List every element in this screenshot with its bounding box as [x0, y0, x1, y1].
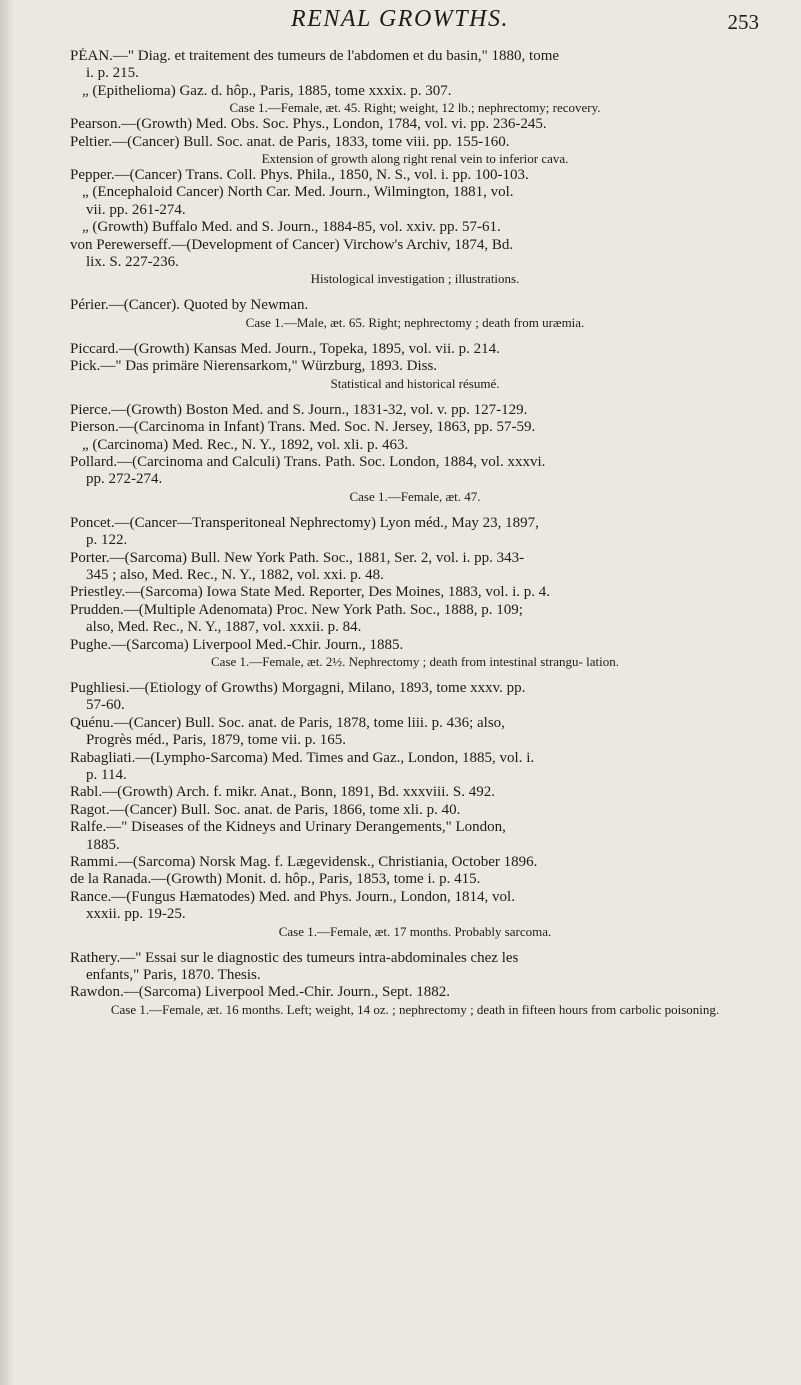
entry-line: Périer.—(Cancer). Quoted by Newman.: [70, 297, 309, 314]
entry-line: Priestley.—(Sarcoma) Iowa State Med. Reporter, Des Moines, 1883, vol. i. p. 4.: [70, 584, 550, 601]
entry-line: Pierce.—(Growth) Boston Med. and S. Journ., 1831-32, vol. v. pp. 127-129.: [70, 401, 528, 418]
entry-line: Rathery.—" Essai sur le diagnostic des tumeurs intra-abdominales chez les: [70, 949, 519, 966]
case-note: Statistical and historical résumé.: [330, 375, 500, 391]
entry-line: Rabl.—(Growth) Arch. f. mikr. Anat., Bonn, 1891, Bd. xxxviii. S. 492.: [70, 784, 495, 801]
bibliography-entry: [70, 341, 760, 392]
entry-line: „ (Carcinoma) Med. Rec., N. Y., 1892, vol. xli. p. 463.: [82, 436, 409, 453]
case-note: Case 1.—Female, æt. 47.: [349, 488, 481, 504]
running-title: RENAL GROWTHS.: [291, 6, 509, 32]
case-note: Case 1.—Female, æt. 17 months. Probably sarcoma.: [278, 923, 552, 939]
bibliography-entry: [70, 297, 760, 330]
bibliography-entry: [70, 402, 760, 505]
entry-line: p. 114.: [86, 767, 127, 783]
entry-line: Quénu.—(Cancer) Bull. Soc. anat. de Paris, 1878, tome liii. p. 436; also,: [70, 714, 505, 731]
entry-line: Peltier.—(Cancer) Bull. Soc. anat. de Paris, 1833, tome viii. pp. 155-160.: [70, 133, 510, 150]
entry-line: Rance.—(Fungus Hæmatodes) Med. and Phys. Journ., London, 1814, vol.: [70, 888, 515, 905]
case-note: Case 1.—Female, æt. 16 months. Left; weight, 14 oz. ; nephrectomy ; death in fifteen hours from carbolic poisoning.: [110, 1001, 720, 1017]
entry-line: 57-60.: [86, 697, 125, 714]
entry-line: p. 122.: [86, 532, 128, 549]
entry-line: Progrès méd., Paris, 1879, tome vii. p. 165.: [86, 732, 346, 749]
entry-line: Pughe.—(Sarcoma) Liverpool Med.-Chir. Journ., 1885.: [70, 636, 404, 653]
case-note: Case 1.—Female, æt. 45. Right; weight, 12 lb.; nephrectomy; recovery.: [229, 100, 601, 116]
entry-line: Pierson.—(Carcinoma in Infant) Trans. Med. Soc. N. Jersey, 1863, pp. 57-59.: [70, 419, 536, 436]
entry-line: Prudden.—(Multiple Adenomata) Proc. New York Path. Soc., 1888, p. 109;: [70, 601, 523, 618]
entry-line: Rammi.—(Sarcoma) Norsk Mag. f. Lægevidensk., Christiania, October 1896.: [70, 854, 538, 871]
bibliography-entry: [70, 680, 760, 940]
page-header: [0, 6, 801, 42]
entry-line: Porter.—(Sarcoma) Bull. New York Path. Soc., 1881, Ser. 2, vol. i. pp. 343-: [70, 549, 525, 566]
entry-line: de la Ranada.—(Growth) Monit. d. hôp., Paris, 1853, tome i. p. 415.: [70, 871, 481, 888]
entry-line: Pepper.—(Cancer) Trans. Coll. Phys. Phila., 1850, N. S., vol. i. pp. 100-103.: [70, 167, 529, 184]
entry-line: PÉAN.—" Diag. et traitement des tumeurs de l'abdomen et du basin," 1880, tome: [70, 48, 560, 64]
entry-line: „ (Growth) Buffalo Med. and S. Journ., 1884-85, vol. xxiv. pp. 57-61.: [82, 219, 501, 236]
entry-line: Ralfe.—" Diseases of the Kidneys and Urinary Derangements," London,: [70, 819, 506, 836]
entry-line: Pearson.—(Growth) Med. Obs. Soc. Phys., London, 1784, vol. vi. pp. 236-245.: [70, 116, 547, 133]
entry-line: von Perewerseff.—(Development of Cancer) Virchow's Archiv, 1874, Bd.: [70, 236, 514, 253]
entry-line: Poncet.—(Cancer—Transperitoneal Nephrectomy) Lyon méd., May 23, 1897,: [70, 514, 539, 531]
bibliography-entry: [70, 515, 760, 670]
entry-line: Pick.—" Das primäre Nierensarkom," Würzburg, 1893. Diss.: [70, 358, 438, 375]
entry-line: also, Med. Rec., N. Y., 1887, vol. xxxii. p. 84.: [86, 619, 362, 636]
entry-line: enfants," Paris, 1870. Thesis.: [86, 967, 261, 984]
case-note: Case 1.—Female, æt. 2½. Nephrectomy ; death from intestinal strangu- lation.: [211, 653, 619, 669]
case-note: Histological investigation ; illustrations.: [310, 271, 520, 287]
entry-line: Rabagliati.—(Lympho-Sarcoma) Med. Times and Gaz., London, 1885, vol. i.: [70, 749, 535, 766]
entry-line: pp. 272-274.: [86, 471, 163, 488]
entry-line: lix. S. 227-236.: [86, 254, 179, 271]
entry-line: „ (Epithelioma) Gaz. d. hôp., Paris, 1885, tome xxxix. p. 307.: [82, 82, 452, 99]
entry-line: Piccard.—(Growth) Kansas Med. Journ., Topeka, 1895, vol. vii. p. 214.: [70, 340, 500, 357]
entry-line: 345 ; also, Med. Rec., N. Y., 1882, vol. xxi. p. 48.: [86, 566, 384, 583]
entry-line: xxxii. pp. 19-25.: [86, 906, 186, 923]
entry-line: Ragot.—(Cancer) Bull. Soc. anat. de Paris, 1866, tome xli. p. 40.: [70, 801, 461, 818]
entry-line: „ (Encephaloid Cancer) North Car. Med. Journ., Wilmington, 1881, vol.: [82, 184, 514, 201]
bibliography-entry: [70, 48, 760, 116]
bibliography-entry: [70, 950, 760, 1018]
entry-line: Pughliesi.—(Etiology of Growths) Morgagni, Milano, 1893, tome xxxv. pp.: [70, 679, 526, 696]
entry-line: Pollard.—(Carcinoma and Calculi) Trans. Path. Soc. London, 1884, vol. xxxvi.: [70, 453, 546, 470]
page-number: 253: [727, 10, 759, 34]
bibliography-entry: [70, 116, 760, 167]
case-note: Extension of growth along right renal vein to inferior cava.: [261, 151, 569, 167]
bibliography-entry: [70, 167, 760, 287]
case-note: Case 1.—Male, æt. 65. Right; nephrectomy ; death from uræmia.: [245, 314, 585, 330]
page-edge-shadow: [0, 0, 14, 1385]
entry-line: vii. pp. 261-274.: [86, 201, 186, 218]
bibliography-entries: [70, 48, 760, 1018]
entry-line: i. p. 215.: [86, 65, 139, 82]
entry-line: 1885.: [86, 836, 120, 853]
entry-line: Rawdon.—(Sarcoma) Liverpool Med.-Chir. Journ., Sept. 1882.: [70, 984, 450, 1001]
